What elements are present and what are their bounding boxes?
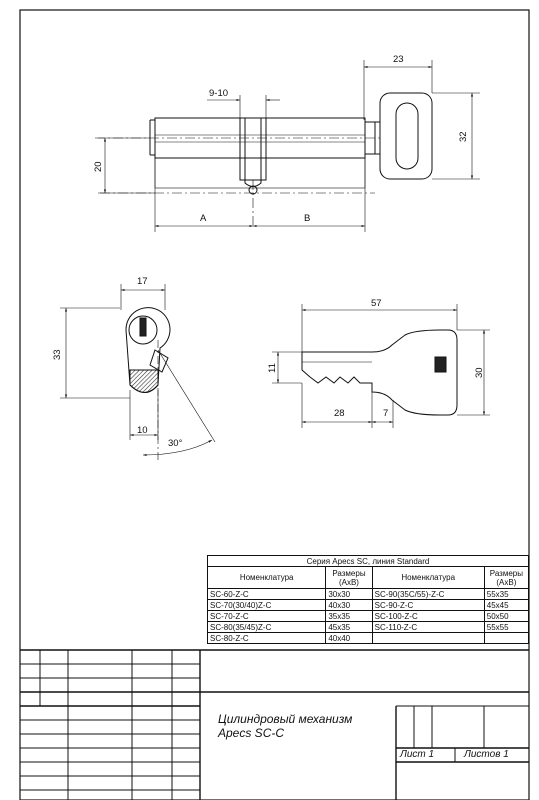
table-row: SC-80(35/45)Z-C 45x35 SC-110-Z-C 55x55 (208, 622, 529, 633)
dim-a: A (200, 213, 207, 224)
header-nomenclature-left: Номенклатура (208, 567, 326, 589)
drawing-title-line2: Apecs SC-C (218, 726, 285, 740)
drawing-title-line1: Цилиндровый механизм (218, 712, 353, 726)
dim-9-10: 9-10 (209, 88, 229, 99)
dim-33: 33 (52, 349, 63, 360)
cylinder-side-view (150, 93, 432, 194)
table-row: SC-70-Z-C 35x35 SC-100-Z-C 50x50 (208, 611, 529, 622)
header-nomenclature-right: Номенклатура (372, 567, 484, 589)
sheet-number: Лист 1 (400, 749, 435, 760)
models-table (207, 555, 529, 644)
sheet-frame (20, 10, 529, 800)
dim-30: 30 (474, 367, 485, 378)
dim-17: 17 (137, 276, 148, 287)
header-sizes-right: Размеры (AxB) (484, 567, 528, 589)
dim-b: B (304, 213, 311, 224)
dim-30-degrees: 30° (168, 438, 183, 449)
dim-28: 28 (334, 408, 345, 419)
table-row: SC-60-Z-C 30x30 SC-90(35C/55)-Z-C 55x35 (208, 589, 529, 600)
table-row: SC-70(30/40)Z-C 40x30 SC-90-Z-C 45x45 (208, 600, 529, 611)
dim-20: 20 (93, 161, 104, 172)
dim-57: 57 (371, 298, 382, 309)
dim-32: 32 (458, 131, 469, 142)
key-drawing (302, 330, 457, 415)
table-caption: Серия Apecs SC, линия Standard (208, 556, 529, 567)
drawing-title (218, 712, 352, 740)
header-sizes-left: Размеры (AxB) (326, 567, 372, 589)
sheet-count: Листов 1 (464, 749, 509, 760)
dim-23: 23 (393, 54, 404, 65)
cylinder-centerlines (95, 138, 380, 225)
dim-10: 10 (137, 425, 148, 436)
cylinder-cross-section (126, 308, 170, 393)
table-row: SC-80-Z-C 40x40 (208, 633, 529, 644)
dim-7: 7 (383, 408, 389, 419)
dim-11: 11 (267, 363, 278, 373)
